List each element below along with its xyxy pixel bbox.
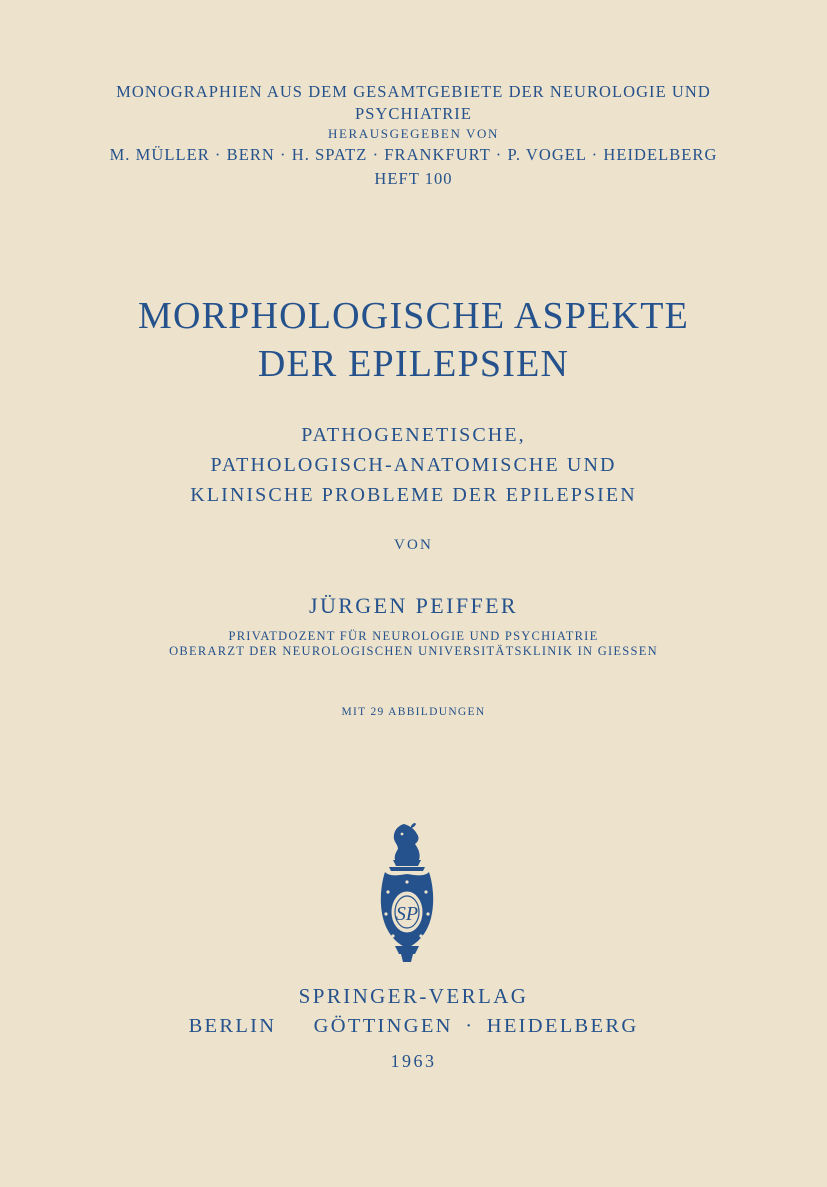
subtitle-line1: PATHOGENETISCHE, xyxy=(301,424,526,446)
springer-horse-emblem-icon xyxy=(371,820,443,966)
publisher-cities: BERLIN GÖTTINGEN · HEIDELBERG xyxy=(188,1015,639,1037)
author-name: JÜRGEN PEIFFER xyxy=(308,593,519,618)
editors-intro: HERAUSGEGEBEN VON xyxy=(327,126,500,141)
author-affiliation-1: PRIVATDOZENT FÜR NEUROLOGIE UND PSYCHIATRIE xyxy=(228,629,599,643)
author-affiliation-2: OBERARZT DER NEUROLOGISCHEN UNIVERSITÄTSKLINIK IN GIESSEN xyxy=(169,644,658,658)
issue-number: HEFT 100 xyxy=(374,169,453,188)
series-title-line2: PSYCHIATRIE xyxy=(355,104,472,123)
subtitle-line3: KLINISCHE PROBLEME DER EPILEPSIEN xyxy=(190,484,637,506)
series-title-line1: MONOGRAPHIEN AUS DEM GESAMTGEBIETE DER NEUROLOGIE UND xyxy=(116,82,711,101)
main-title-line1: MORPHOLOGISCHE ASPEKTE xyxy=(137,295,690,337)
main-title-line2: DER EPILEPSIEN xyxy=(257,343,570,385)
subtitle-line2: PATHOLOGISCH-ANATOMISCHE UND xyxy=(210,454,617,476)
editors-list: M. MÜLLER · BERN · H. SPATZ · FRANKFURT · P. VOGEL · HEIDELBERG xyxy=(109,145,718,164)
logo-monogram: SP xyxy=(395,903,419,925)
publisher-name: SPRINGER-VERLAG xyxy=(298,984,529,1008)
by-label: VON xyxy=(393,537,434,553)
illustrations-note: MIT 29 ABBILDUNGEN xyxy=(341,706,486,718)
publication-year: 1963 xyxy=(390,1051,437,1071)
